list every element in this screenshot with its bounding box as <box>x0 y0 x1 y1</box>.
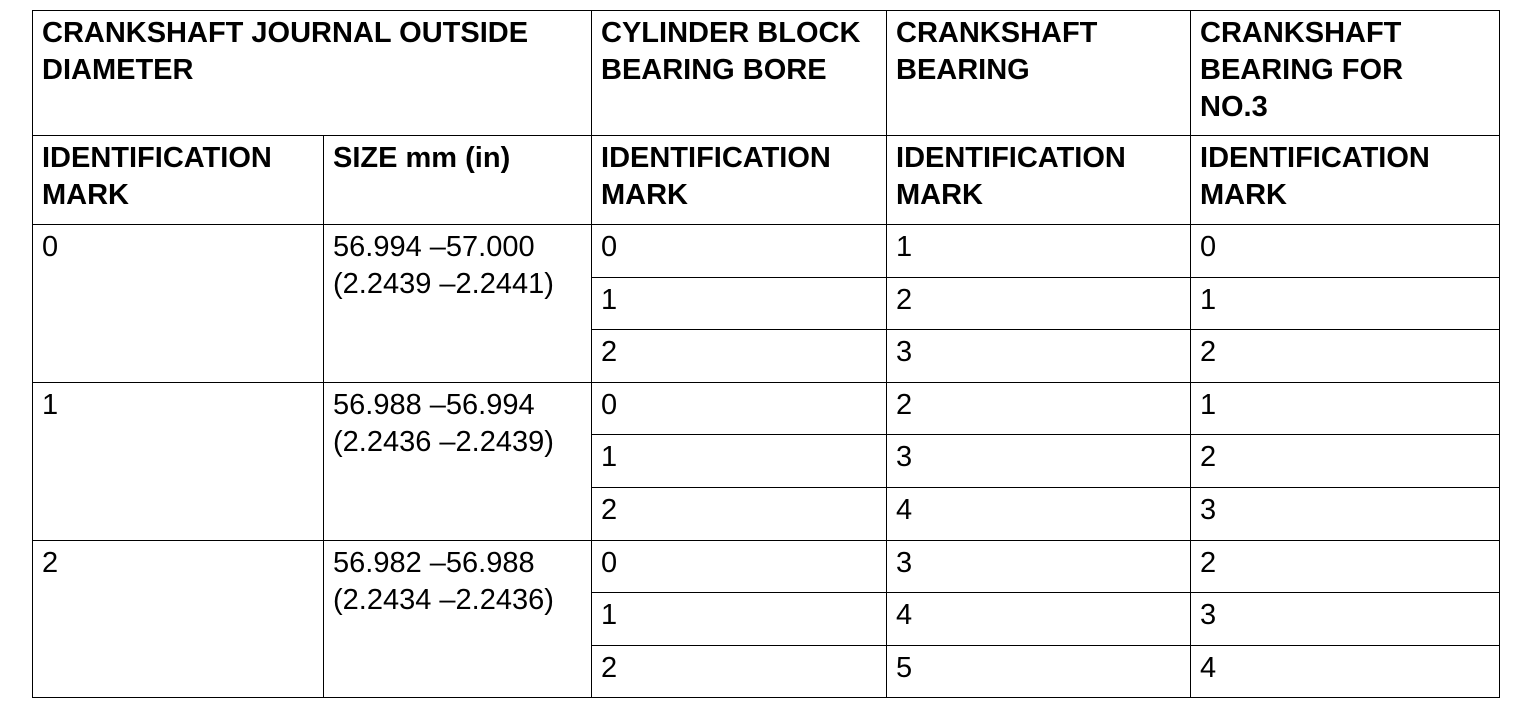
bearing-mark-cell: 4 <box>887 487 1191 540</box>
block-mark-cell: 2 <box>592 330 887 383</box>
bearing-no3-mark-cell: 3 <box>1191 593 1500 646</box>
block-mark-cell: 0 <box>592 382 887 435</box>
table-row <box>33 382 1500 435</box>
journal-mark-cell: 2 <box>33 540 324 698</box>
bearing-no3-mark-cell: 0 <box>1191 225 1500 278</box>
bearing-no3-mark-cell: 4 <box>1191 645 1500 698</box>
bearing-mark-cell: 4 <box>887 593 1191 646</box>
bearing-no3-mark-cell: 2 <box>1191 540 1500 593</box>
journal-mark-cell: 0 <box>33 225 324 383</box>
block-mark-cell: 0 <box>592 540 887 593</box>
block-mark-cell: 1 <box>592 593 887 646</box>
journal-size-cell: 56.994 –57.000 (2.2439 –2.2441) <box>324 225 592 383</box>
bearing-mark-cell: 5 <box>887 645 1191 698</box>
bearing-mark-cell: 1 <box>887 225 1191 278</box>
table-row <box>33 225 1500 278</box>
journal-mark-header: IDENTIFICATION MARK <box>33 136 324 225</box>
table-row <box>33 540 1500 593</box>
crankshaft-bearing-selection-table <box>32 10 1500 698</box>
bearing-no3-mark-cell: 1 <box>1191 382 1500 435</box>
block-mark-cell: 2 <box>592 487 887 540</box>
header-row <box>33 11 1500 136</box>
bearing-no3-mark-cell: 2 <box>1191 330 1500 383</box>
block-mark-cell: 1 <box>592 277 887 330</box>
bearing-mark-cell: 2 <box>887 382 1191 435</box>
bearing-no3-mark-cell: 3 <box>1191 487 1500 540</box>
block-mark-header: IDENTIFICATION MARK <box>592 136 887 225</box>
bearing-no3-mark-cell: 1 <box>1191 277 1500 330</box>
bearing-no3-mark-cell: 2 <box>1191 435 1500 488</box>
bearing-no3-header: CRANKSHAFT BEARING FOR NO.3 <box>1191 11 1500 136</box>
block-mark-cell: 0 <box>592 225 887 278</box>
bearing-no3-mark-header: IDENTIFICATION MARK <box>1191 136 1500 225</box>
bearing-mark-header: IDENTIFICATION MARK <box>887 136 1191 225</box>
bearing-mark-cell: 3 <box>887 435 1191 488</box>
block-bore-header: CYLINDER BLOCK BEARING BORE <box>592 11 887 136</box>
journal-size-header: SIZE mm (in) <box>324 136 592 225</box>
subheader-row <box>33 136 1500 225</box>
bearing-mark-cell: 2 <box>887 277 1191 330</box>
block-mark-cell: 2 <box>592 645 887 698</box>
journal-mark-cell: 1 <box>33 382 324 540</box>
bearing-mark-cell: 3 <box>887 540 1191 593</box>
journal-size-cell: 56.982 –56.988 (2.2434 –2.2436) <box>324 540 592 698</box>
journal-group-header: CRANKSHAFT JOURNAL OUTSIDE DIAMETER <box>33 11 592 136</box>
journal-size-cell: 56.988 –56.994 (2.2436 –2.2439) <box>324 382 592 540</box>
bearing-mark-cell: 3 <box>887 330 1191 383</box>
block-mark-cell: 1 <box>592 435 887 488</box>
bearing-header: CRANKSHAFT BEARING <box>887 11 1191 136</box>
